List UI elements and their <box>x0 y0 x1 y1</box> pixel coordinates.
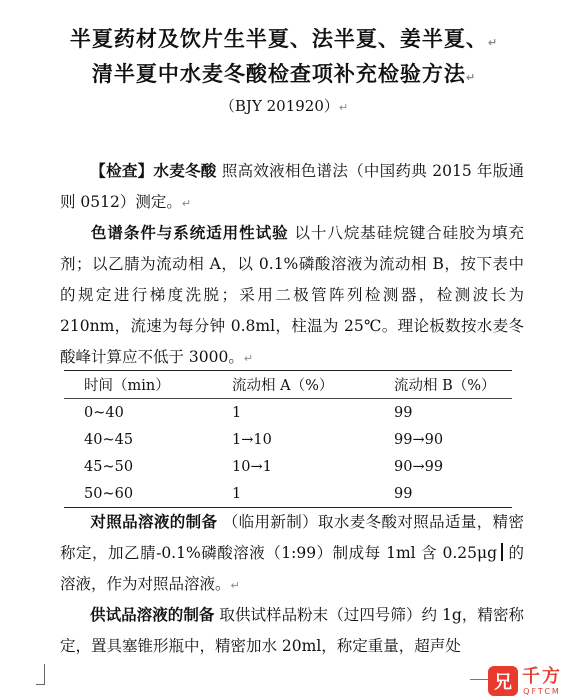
table-row <box>64 480 512 507</box>
table-header-cell: 流动相 B（%） <box>394 378 496 394</box>
document-title-line-2: 清半夏中水麦冬酸检查项补充检验方法↵ <box>91 62 477 86</box>
test-solution-label: 供试品溶液的制备 <box>90 606 215 624</box>
table-cell: 40~45 <box>84 431 134 448</box>
table-cell: 50~60 <box>84 485 134 502</box>
paragraph-mark-icon: ↵ <box>181 197 192 210</box>
watermark-text: 千方 <box>522 665 562 687</box>
chromatography-text: 以十八烷基硅烷键合硅胶为填充剂；以乙腈为流动相 A，以 0.1%磷酸溶液为流动相 B，按下表中的规定进行梯度洗脱；采用二极管阵列检测器，检测波长为 210nm，流速为每分钟 0.8ml，柱温为 25℃。理论板数按水麦冬酸峰计算应不低于 3000。 <box>60 224 524 366</box>
page-corner-mark <box>36 664 45 685</box>
table-header-cell: 时间（min） <box>84 378 170 394</box>
reference-solution-text-b: 的溶液，作为对照品溶液。 <box>60 544 524 593</box>
reference-solution-text-a: （临用新制）取水麦冬酸对照品适量，精密称定，加乙腈-0.1%磷酸溶液（1:99）制成每 1ml 含 0.25μg <box>60 513 524 562</box>
paragraph-test-solution <box>60 600 524 662</box>
table-cell: 10→1 <box>232 458 272 475</box>
table-row <box>64 399 512 426</box>
table-cell: 99 <box>394 404 413 421</box>
reference-solution-label: 对照品溶液的制备 <box>90 513 218 531</box>
paragraph-mark-icon: ↵ <box>338 101 349 114</box>
paragraph-check <box>60 156 524 219</box>
test-solution-text: 取供试样品粉末（过四号筛）约 1g，精密称定，置具塞锥形瓶中，精密加水 20ml，称定重量，超声处 <box>60 606 524 655</box>
watermark-logo <box>488 666 562 696</box>
paragraph-reference-solution <box>60 507 524 601</box>
paragraph-mark-icon: ↵ <box>230 579 240 592</box>
table-cell: 99 <box>394 485 413 502</box>
paragraph-mark-icon: ↵ <box>243 352 254 365</box>
gradient-table <box>64 370 512 508</box>
watermark-subtext: QFTCM <box>523 686 561 696</box>
table-cell: 45~50 <box>84 458 134 475</box>
document-code: （BJY 201920）↵ <box>219 97 349 115</box>
document-title-line-1: 半夏药材及饮片生半夏、法半夏、姜半夏、↵ <box>69 27 499 51</box>
paragraph-mark-icon: ↵ <box>487 36 499 49</box>
table-header-row <box>64 371 512 399</box>
chromatography-label: 色谱条件与系统适用性试验 <box>90 224 289 242</box>
table-header-cell: 流动相 A（%） <box>232 378 334 394</box>
table-cell: 90→99 <box>394 458 444 475</box>
table-row <box>64 453 512 480</box>
text-cursor[interactable] <box>501 543 503 561</box>
watermark-icon: 兄 <box>488 666 518 696</box>
table-cell: 1 <box>232 404 242 421</box>
table-cell: 0~40 <box>84 404 124 421</box>
table-cell: 1 <box>232 485 242 502</box>
check-label: 【检查】水麦冬酸 <box>90 162 217 180</box>
check-text: 照高效液相色谱法（中国药典 2015 年版通则 0512）测定。 <box>60 162 524 211</box>
paragraph-chromatography <box>60 218 524 374</box>
paragraph-mark-icon: ↵ <box>465 71 477 84</box>
table-cell: 99→90 <box>394 431 444 448</box>
table-row <box>64 426 512 453</box>
table-cell: 1→10 <box>232 431 272 448</box>
